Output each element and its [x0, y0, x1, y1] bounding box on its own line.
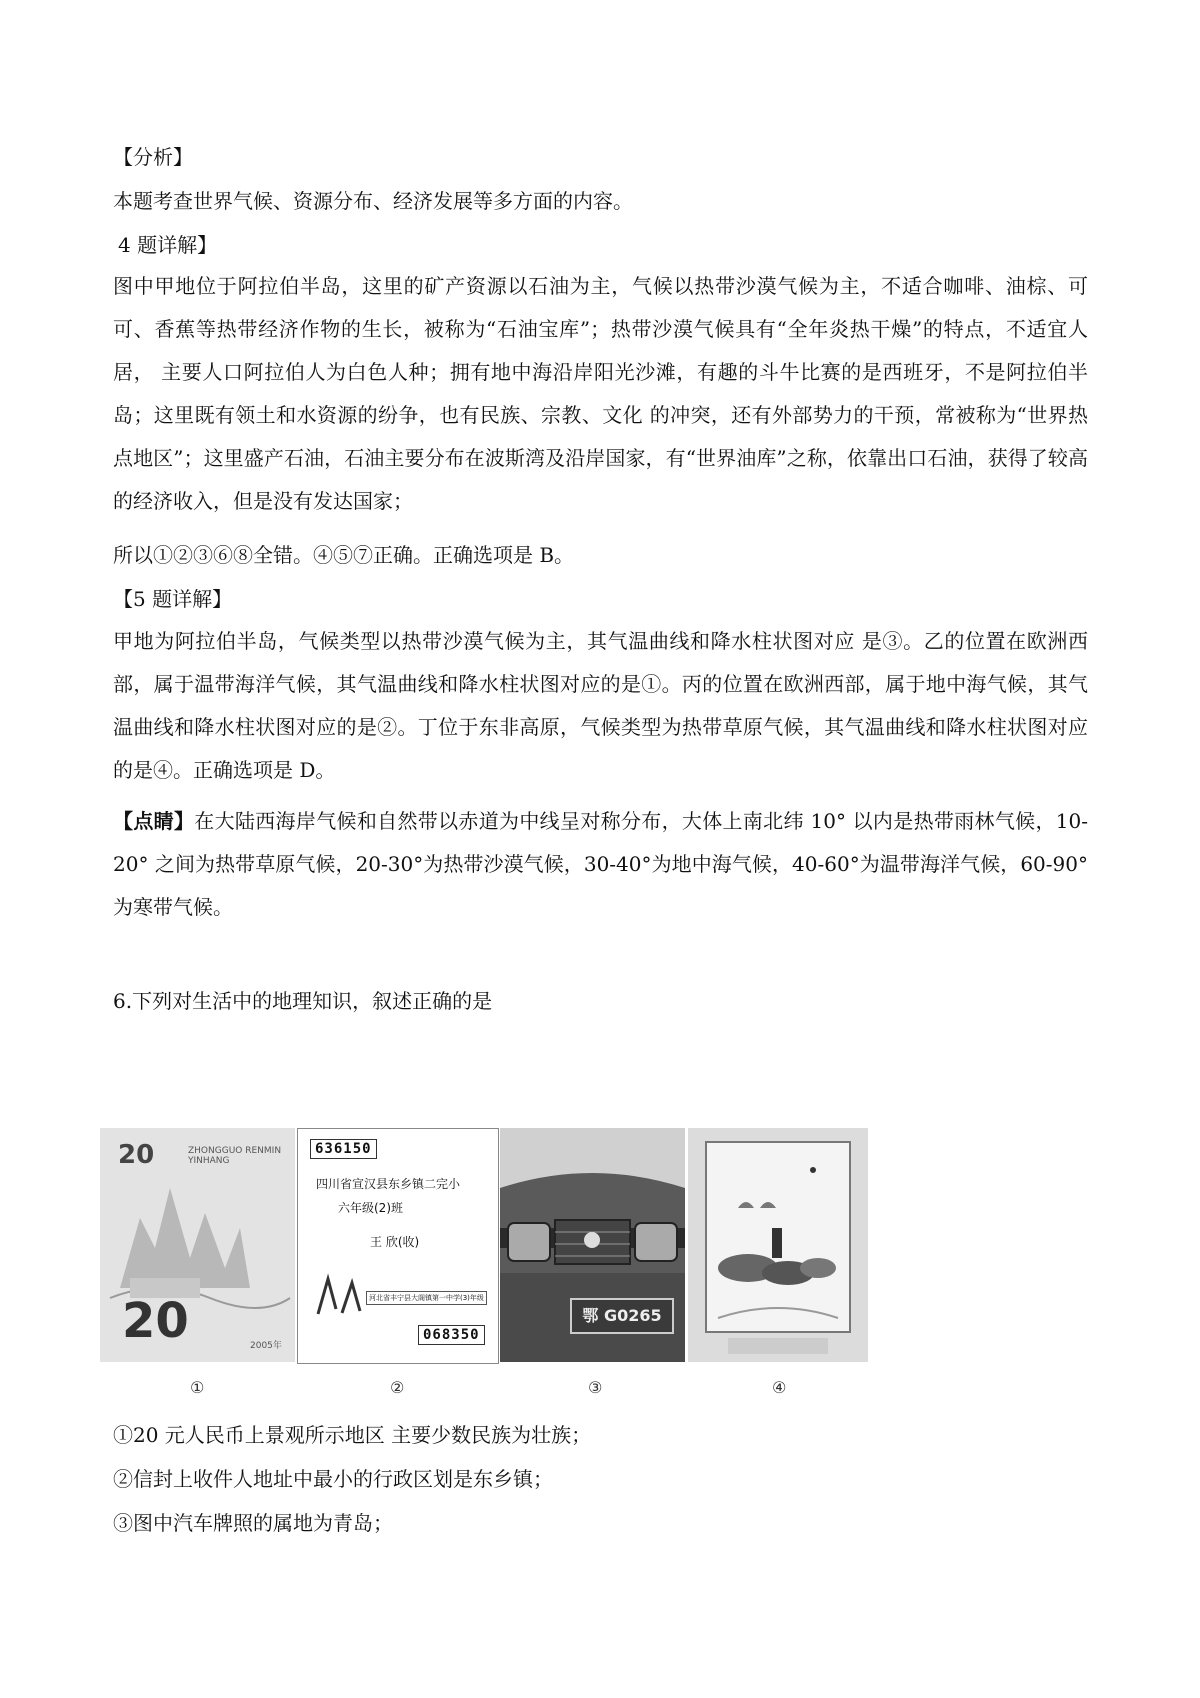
envelope-image	[297, 1128, 499, 1364]
q5-body: 甲地为阿拉伯半岛，气候类型以热带沙漠气候为主，其气温曲线和降水柱状图对应 是③。乙的位置在欧洲西部，属于温带海洋气候，其气温曲线和降水柱状图对应的是①。丙的位置在欧洲西部，属于地中海气候，其气温曲线和降水柱状图对应的是②。丁位于东非高原，气候类型为热带草原气候，其气温曲线和降水柱状图对应的是④。正确选项是 D。	[113, 629, 1088, 782]
analysis-text: 本题考查世界气候、资源分布、经济发展等多方面的内容。	[113, 189, 633, 213]
envelope-address-line2: 六年级(2)班	[338, 1201, 403, 1215]
grassland-painting	[688, 1128, 868, 1362]
option-1: ①20 元人民币上景观所示地区 主要少数民族为壮族；	[113, 1423, 592, 1447]
q4-conclusion: 所以①②③⑥⑧全错。④⑤⑦正确。正确选项是 B。	[113, 543, 575, 567]
painting-image	[688, 1128, 868, 1362]
envelope-recipient: 王 欣(收)	[370, 1235, 420, 1249]
caption-1: ①	[190, 1378, 205, 1397]
option-2: ②信封上收件人地址中最小的行政区划是东乡镇；	[113, 1467, 553, 1491]
banknote-value-bottom: 20	[122, 1293, 189, 1349]
caption-4: ④	[772, 1378, 787, 1397]
tip-body: 在大陆西海岸气候和自然带以赤道为中线呈对称分布，大体上南北纬 10° 以内是热带雨林气候，10-20° 之间为热带草原气候，20-30°为热带沙漠气候，30-40°为地中海气候，40-60°为温带海洋气候，60-90°为寒带气候。	[113, 809, 1089, 919]
envelope-address-line1: 四川省宣汉县东乡镇二完小	[316, 1177, 461, 1191]
tip-label: 【点睛】	[113, 809, 195, 833]
envelope-sender: 河北省丰宁县大阁镇第一中学(3)年级	[366, 1291, 487, 1305]
caption-2: ②	[390, 1378, 405, 1397]
banknote-header: ZHONGGUO RENMIN YINHANG	[188, 1146, 282, 1166]
license-plate: 鄂 G0265	[570, 1298, 674, 1334]
q6-question: 6.下列对生活中的地理知识，叙述正确的是	[113, 989, 493, 1013]
envelope-stamp-figure	[308, 1269, 368, 1319]
q4-heading: 4 题详解】	[118, 233, 218, 257]
caption-3: ③	[588, 1378, 603, 1397]
envelope-postcode-bottom: 068350	[418, 1325, 485, 1345]
tip-paragraph	[113, 800, 1088, 929]
option-3: ③图中汽车牌照的属地为青岛；	[113, 1511, 393, 1535]
q4-body: 图中甲地位于阿拉伯半岛，这里的矿产资源以石油为主，气候以热带沙漠气候为主，不适合咖啡、油棕、可可、香蕉等热带经济作物的生长，被称为“石油宝库”；热带沙漠气候具有“全年炎热干燥”的特点，不适宜人居， 主要人口阿拉伯人为白色人种；拥有地中海沿岸阳光沙滩，有趣的斗牛比赛的是西班牙，不是阿拉伯半岛；这里既有领土和水资源的纷争，也有民族、宗教、文化 的冲突，还有外部势力的干预，常被称为“世界热点地区”；这里盛产石油，石油主要分布在波斯湾及沿岸国家，有“世界油库”之称，依靠出口石油，获得了较高的经济收入，但是没有发达国家；	[113, 274, 1088, 513]
banknote-value-top: 20	[118, 1140, 155, 1170]
analysis-heading: 【分析】	[113, 145, 193, 169]
banknote-image	[100, 1128, 295, 1362]
banknote-year: 2005年	[250, 1341, 282, 1351]
q5-heading: 【5 题详解】	[113, 587, 233, 611]
envelope-postcode-top: 636150	[310, 1139, 377, 1159]
car-image	[500, 1128, 685, 1362]
